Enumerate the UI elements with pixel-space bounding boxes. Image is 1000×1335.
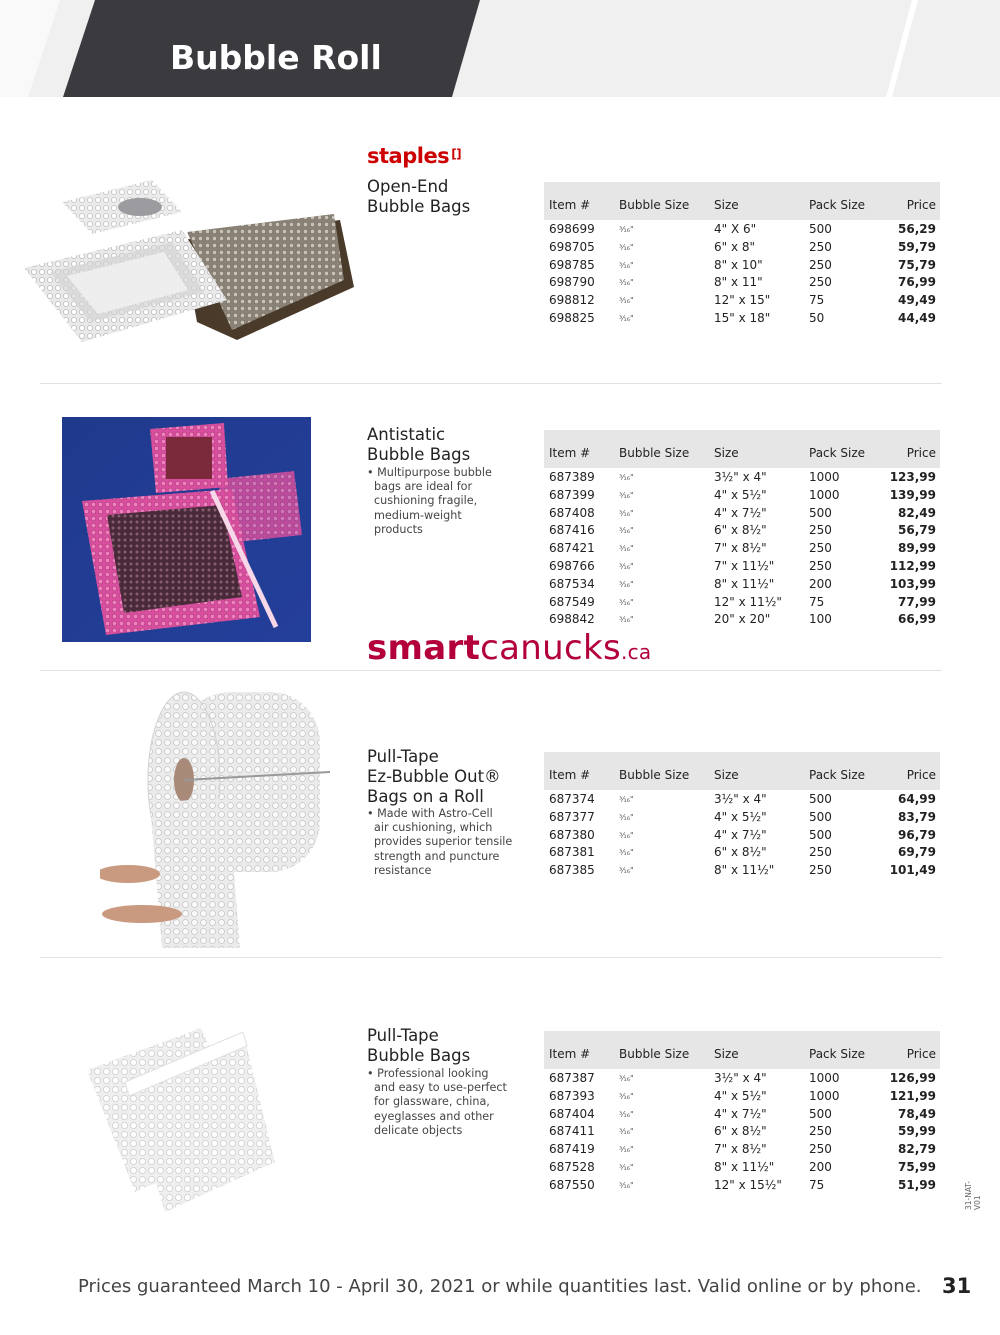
table-row: 698825 ³⁄₁₆" 15" x 18" 50 44,49 — [549, 310, 936, 325]
table-row: 698699 ³⁄₁₆" 4" X 6" 500 56,29 — [549, 222, 936, 236]
table-row: 687421 ³⁄₁₆" 7" x 8½" 250 89,99 — [549, 541, 936, 556]
price-table-open-end — [544, 182, 940, 327]
table-row: 687549 ³⁄₁₆" 12" x 11½" 75 77,99 — [549, 594, 936, 609]
table-row: 687419 ³⁄₁₆" 7" x 8½" 250 82,79 — [549, 1142, 936, 1157]
table-row: 687389 ³⁄₁₆" 3½" x 4" 1000 123,99 — [549, 470, 936, 484]
table-row: 687411 ³⁄₁₆" 6" x 8½" 250 59,99 — [549, 1124, 936, 1139]
header-banner — [0, 0, 1000, 97]
table-header: Item # Bubble Size Size Pack Size Price — [544, 752, 940, 790]
table-row: 698790 ³⁄₁₆" 8" x 11" 250 76,99 — [549, 275, 936, 290]
pull-tape-bubble-bags-image — [75, 1022, 275, 1212]
table-row: 698785 ³⁄₁₆" 8" x 10" 250 75,79 — [549, 257, 936, 272]
table-row: 687550 ³⁄₁₆" 12" x 15½" 75 51,99 — [549, 1177, 936, 1192]
product-description-pull-tape-bags: • Professional looking and easy to use-perfect for glassware, china, eyeglasses and other delicate objects — [367, 1067, 507, 1137]
antistatic-bubble-bags-image — [62, 417, 311, 642]
table-row: 687416 ³⁄₁₆" 6" x 8½" 250 56,79 — [549, 523, 936, 538]
table-row: 687408 ³⁄₁₆" 4" x 7½" 500 82,49 — [549, 505, 936, 520]
page-title: Bubble Roll — [170, 38, 382, 77]
product-title-ez-bubble-roll: Pull-Tape Ez-Bubble Out® Bags on a Roll — [367, 747, 501, 806]
table-row: 687387 ³⁄₁₆" 3½" x 4" 1000 126,99 — [549, 1071, 936, 1085]
table-row: 687393 ³⁄₁₆" 4" x 5½" 1000 121,99 — [549, 1088, 936, 1103]
version-code: 31-NAT-V01 — [964, 1180, 982, 1210]
table-row: 698812 ³⁄₁₆" 12" x 15" 75 49,49 — [549, 293, 936, 308]
footer-disclaimer: Prices guaranteed March 10 - April 30, 2021 or while quantities last. Valid online or by phone. — [78, 1276, 922, 1297]
product-title-antistatic: Antistatic Bubble Bags — [367, 425, 471, 464]
table-row: 687399 ³⁄₁₆" 4" x 5½" 1000 139,99 — [549, 487, 936, 502]
price-table-pull-tape-bags — [544, 1031, 940, 1194]
table-header: Item # Bubble Size Size Pack Size Price — [544, 182, 940, 220]
table-row: 687381 ³⁄₁₆" 6" x 8½" 250 69,79 — [549, 845, 936, 860]
table-row: 698842 ³⁄₁₆" 20" x 20" 100 66,99 — [549, 612, 936, 627]
section-divider — [40, 957, 942, 958]
table-row: 687374 ³⁄₁₆" 3½" x 4" 500 64,99 — [549, 792, 936, 806]
section-divider — [40, 383, 942, 384]
bubble-roll-image — [100, 684, 330, 948]
section-divider — [40, 670, 942, 671]
product-description-antistatic: • Multipurpose bubble bags are ideal for cushioning fragile, medium-weight products — [367, 466, 492, 536]
product-title-pull-tape-bags: Pull-Tape Bubble Bags — [367, 1026, 471, 1065]
table-row: 687377 ³⁄₁₆" 4" x 5½" 500 83,79 — [549, 809, 936, 824]
table-row: 687404 ³⁄₁₆" 4" x 7½" 500 78,49 — [549, 1106, 936, 1121]
table-row: 698705 ³⁄₁₆" 6" x 8" 250 59,79 — [549, 239, 936, 254]
staples-logo: staples [] — [367, 144, 462, 168]
price-table-ez-bubble-roll — [544, 752, 940, 879]
price-table-antistatic — [544, 430, 940, 628]
table-row: 698766 ³⁄₁₆" 7" x 11½" 250 112,99 — [549, 558, 936, 573]
table-row: 687385 ³⁄₁₆" 8" x 11½" 250 101,49 — [549, 863, 936, 878]
open-end-bubble-bags-image — [22, 172, 354, 342]
table-row: 687534 ³⁄₁₆" 8" x 11½" 200 103,99 — [549, 576, 936, 591]
table-row: 687528 ³⁄₁₆" 8" x 11½" 200 75,99 — [549, 1159, 936, 1174]
table-header: Item # Bubble Size Size Pack Size Price — [544, 430, 940, 468]
table-row: 687380 ³⁄₁₆" 4" x 7½" 500 96,79 — [549, 827, 936, 842]
smartcanucks-watermark: smartcanucks.ca — [367, 628, 652, 668]
page-number: 31 — [942, 1274, 972, 1298]
product-description-ez-bubble-roll: • Made with Astro-Cell air cushioning, which provides superior tensile strength and puncture resistance — [367, 807, 513, 877]
table-header: Item # Bubble Size Size Pack Size Price — [544, 1031, 940, 1069]
product-title-open-end: Open-End Bubble Bags — [367, 177, 471, 216]
